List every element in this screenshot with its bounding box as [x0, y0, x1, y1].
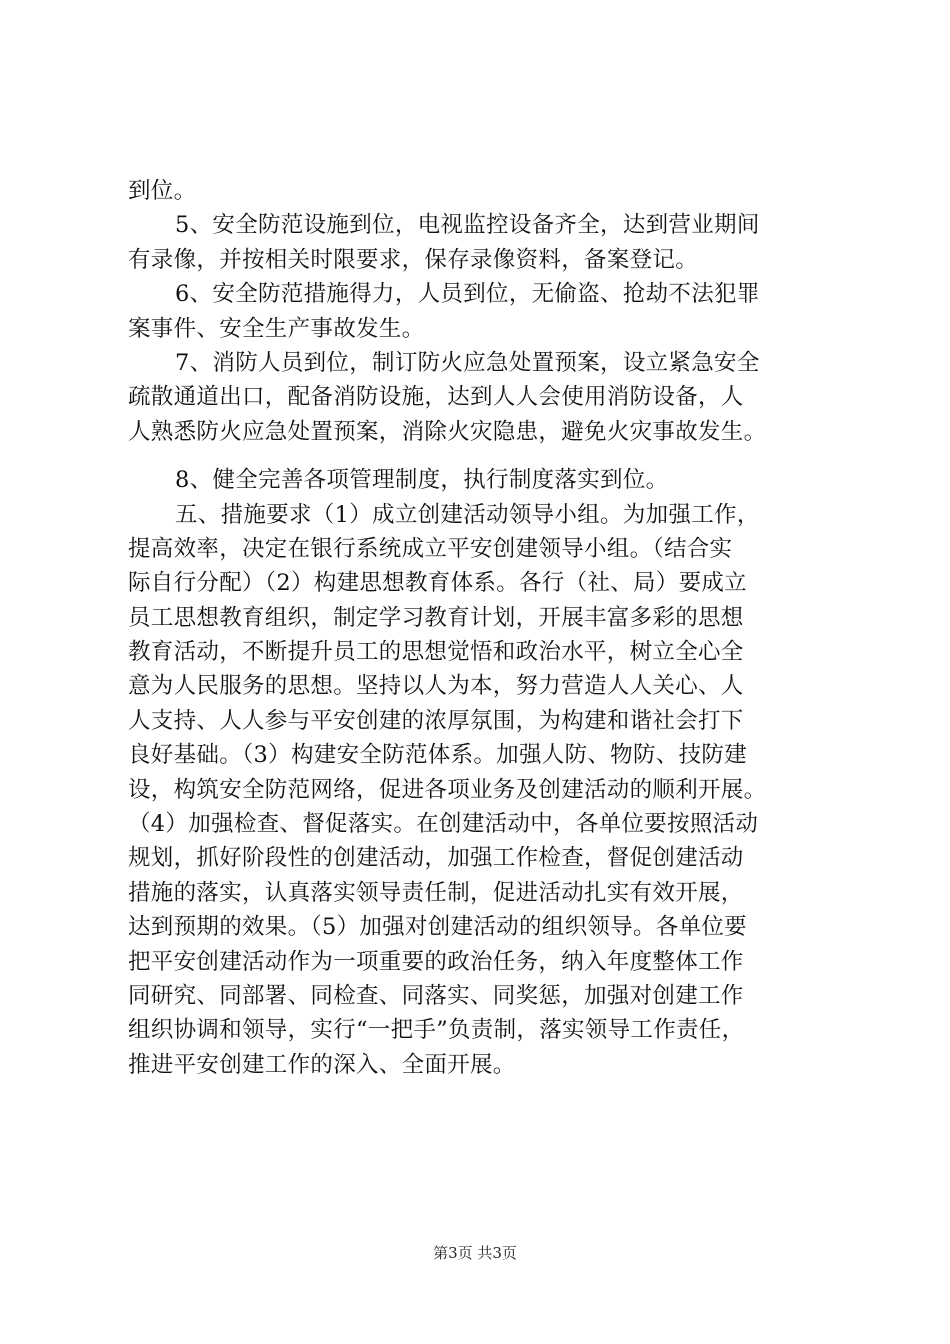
text-line: 8、健全完善各项管理制度，执行制度落实到位。 [175, 467, 669, 494]
text-line: 组织协调和领导，实行“一把手”负责制，落实领导工作责任， [128, 1017, 745, 1044]
text-line: 把平安创建活动作为一项重要的政治任务，纳入年度整体工作 [128, 948, 744, 975]
text-line: （4）加强检查、督促落实。在创建活动中，各单位要按照活动 [128, 811, 759, 838]
text-line: 意为人民服务的思想。坚持以人为本，努力营造人人关心、人 [128, 673, 744, 700]
text-line: 五、措施要求（1）成立创建活动领导小组。为加强工作， [175, 501, 760, 528]
page-footer: 第3页 共3页 [433, 1244, 517, 1262]
text-line: 人支持、人人参与平安创建的浓厚氛围，为构建和谐社会打下 [128, 707, 744, 734]
text-line: 推进平安创建工作的深入、全面开展。 [128, 1051, 516, 1078]
text-line: 措施的落实，认真落实领导责任制，促进活动扎实有效开展， [128, 879, 744, 906]
text-line: 规划，抓好阶段性的创建活动，加强工作检查，督促创建活动 [128, 845, 744, 872]
text-line: 6、安全防范措施得力，人员到位，无偷盗、抢劫不法犯罪 [175, 281, 760, 308]
text-line: 达到预期的效果。（5）加强对创建活动的组织领导。各单位要 [128, 914, 747, 941]
paragraph-gap [128, 449, 848, 463]
text-line: 案事件、安全生产事故发生。 [128, 315, 425, 342]
text-line: 提高效率，决定在银行系统成立平安创建领导小组。（结合实 [128, 535, 733, 562]
text-line: 设，构筑安全防范网络，促进各项业务及创建活动的顺利开展。 [128, 776, 767, 803]
document-body [128, 174, 848, 1082]
text-line: 际自行分配）（2）构建思想教育体系。各行（社、局）要成立 [128, 570, 747, 597]
text-line: 疏散通道出口，配备消防设施，达到人人会使用消防设备，人 [128, 384, 744, 411]
text-line: 7、消防人员到位，制订防火应急处置预案，设立紧急安全 [175, 349, 760, 376]
text-line: 5、安全防范设施到位，电视监控设备齐全，达到营业期间 [175, 212, 760, 239]
text-line: 教育活动，不断提升员工的思想觉悟和政治水平，树立全心全 [128, 639, 744, 666]
text-line: 良好基础。（3）构建安全防范体系。加强人防、物防、技防建 [128, 742, 747, 769]
text-line: 人熟悉防火应急处置预案，消除火灾隐患，避免火灾事故发生。 [128, 418, 767, 445]
text-line: 同研究、同部署、同检查、同落实、同奖惩，加强对创建工作 [128, 982, 744, 1009]
text-line: 员工思想教育组织，制定学习教育计划，开展丰富多彩的思想 [128, 604, 744, 631]
text-line: 到位。 [128, 178, 197, 204]
text-line: 有录像，并按相关时限要求，保存录像资料，备案登记。 [128, 246, 699, 273]
